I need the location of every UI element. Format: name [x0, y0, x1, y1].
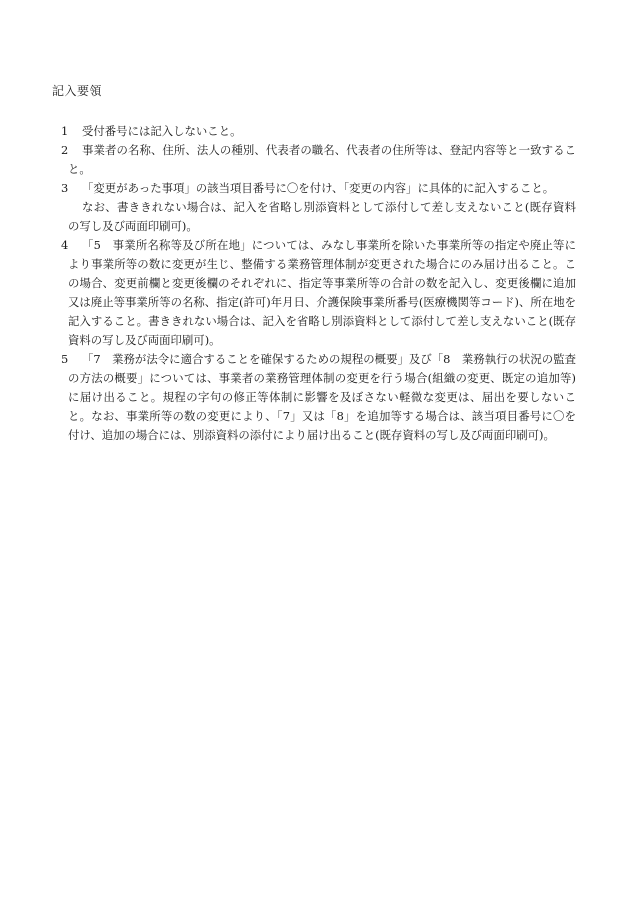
item-text: 事業者の名称、住所、法人の種別、代表者の職名、代表者の住所等は、登記内容等と一致すること。 — [68, 143, 576, 176]
document-title: 記入要領 — [52, 84, 103, 98]
list-item — [0, 179, 630, 236]
item-text: なお、書ききれない場合は、記入を省略し別添資料として添付して差し支えないこと(既存資料の写し及び両面印刷可)。 — [68, 200, 576, 233]
item-text: 「7 業務が法令に適合することを確保するための規程の概要」及び「8 業務執行の状況の監査の方法の概要」については、事業者の業務管理体制の変更を行う場合(組織の変更、既定の追加等)に届け出ること。規程の字句の修正等体制に影響を及ぼさない軽微な変更は、届出を要しないこと。なお、事業所等の数の変更により、「7」又は「8」を追加等する場合は、該当項目番号に〇を付け、追加の場合には、別添資料の添付により届け出ること(既存資料の写し及び両面印刷可)。 — [68, 352, 576, 442]
item-number: 2 — [61, 143, 69, 157]
list-item — [0, 236, 630, 350]
list-item — [0, 141, 630, 179]
list-item — [0, 350, 630, 445]
list-item — [0, 122, 630, 141]
instruction-list — [0, 122, 630, 445]
item-number: 1 — [61, 124, 69, 138]
item-text: 「5 事業所名称等及び所在地」については、みなし事業所を除いた事業所等の指定や廃止等により事業所等の数に変更が生じ、整備する業務管理体制が変更された場合にのみ届け出ること。この場合、変更前欄と変更後欄のそれぞれに、指定等事業所等の合計の数を記入し、変更後欄に追加又は廃止等事業所等の名称、指定(許可)年月日、介護保険事業所番号(医療機関等コード)、所在地を記入すること。書ききれない場合は、記入を省略し別添資料として添付して差し支えないこと(既存資料の写し及び両面印刷可)。 — [68, 238, 576, 347]
item-number: 4 — [61, 238, 69, 252]
item-number: 5 — [61, 352, 69, 366]
item-number: 3 — [61, 181, 69, 195]
item-text: 受付番号には記入しないこと。 — [82, 124, 242, 138]
item-text: 「変更があった事項」の該当項目番号に〇を付け、「変更の内容」に具体的に記入すること。 — [82, 181, 555, 195]
